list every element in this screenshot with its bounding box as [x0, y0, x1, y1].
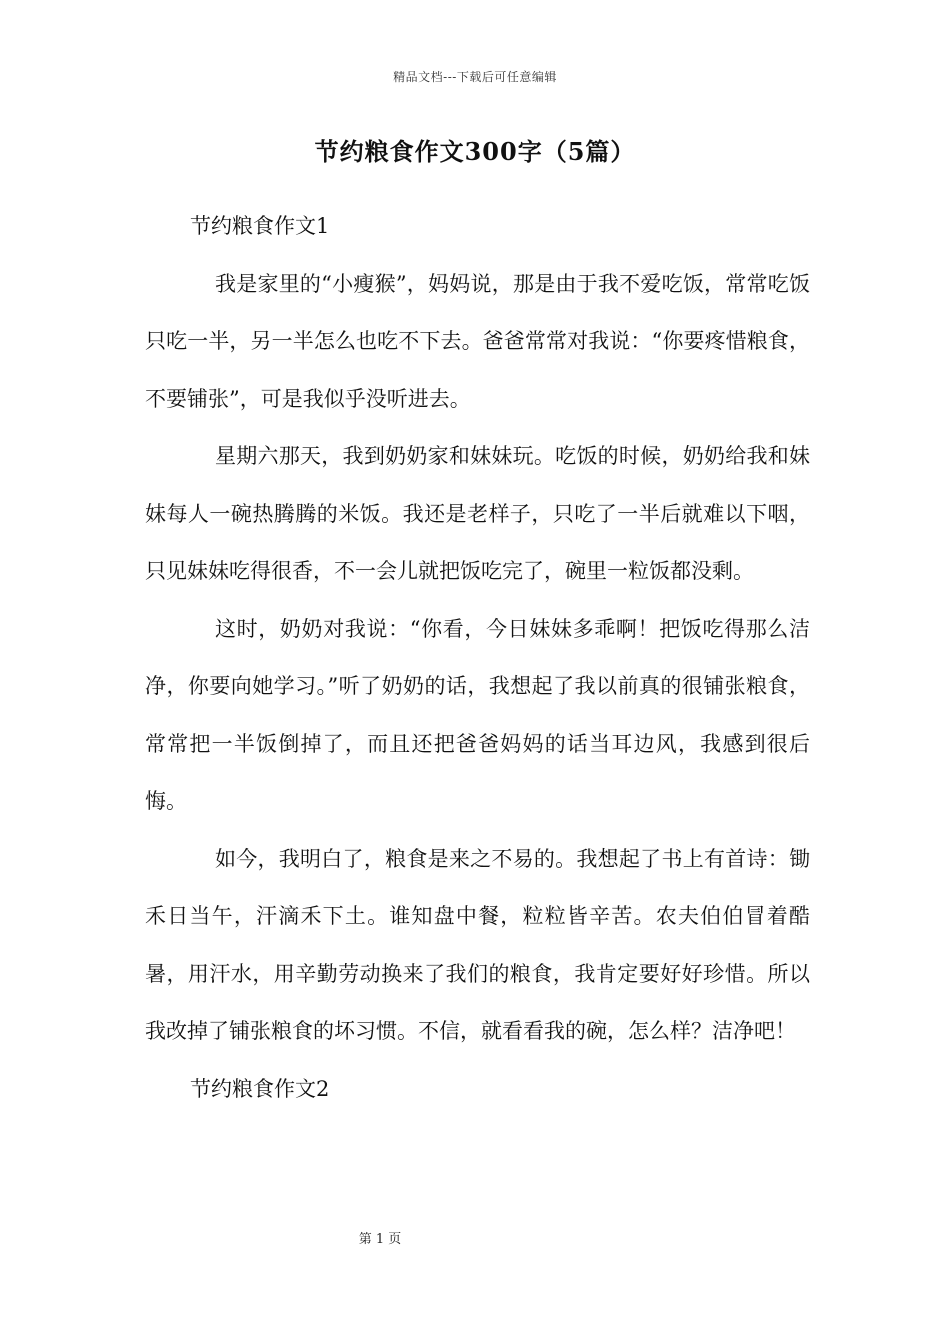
document-title: 节约粮食作文300字（5篇）	[314, 137, 636, 166]
section-heading-1: 节约粮食作文1	[190, 214, 330, 238]
paragraph: 星期六那天，我到奶奶家和妹妹玩。吃饭的时候，奶奶给我和妹妹每人一碗热腾腾的米饭。我还是老样子，只吃了一半后就难以下咽，只见妹妹吃得很香，不一会儿就把饭吃完了，碗里一粒饭都没剩。	[145, 444, 810, 583]
document-body	[145, 198, 810, 1118]
header-note: 精品文档---下载后可任意编辑	[393, 70, 557, 84]
paragraph: 我是家里的“小瘦猴”，妈妈说，那是由于我不爱吃饭，常常吃饭只吃一半，另一半怎么也吃不下去。爸爸常常对我说：“你要疼惜粮食，不要铺张”，可是我似乎没听进去。	[145, 271, 810, 411]
paragraph: 这时，奶奶对我说：“你看，今日妹妹多乖啊！把饭吃得那么洁净，你要向她学习。”听了奶奶的话，我想起了我以前真的很铺张粮食，常常把一半饭倒掉了，而且还把爸爸妈妈的话当耳边风，我感到很后悔。	[145, 616, 810, 813]
page-number: 第 1 页	[358, 1232, 402, 1247]
paragraph: 如今，我明白了，粮食是来之不易的。我想起了书上有首诗：锄禾日当午，汗滴禾下土。谁知盘中餐，粒粒皆辛苦。农夫伯伯冒着酷暑，用汗水，用辛勤劳动换来了我们的粮食，我肯定要好好珍惜。所以我改掉了铺张粮食的坏习惯。不信，就看看我的碗，怎么样？洁净吧！	[145, 846, 810, 1043]
section-heading-2: 节约粮食作文2	[190, 1076, 330, 1101]
